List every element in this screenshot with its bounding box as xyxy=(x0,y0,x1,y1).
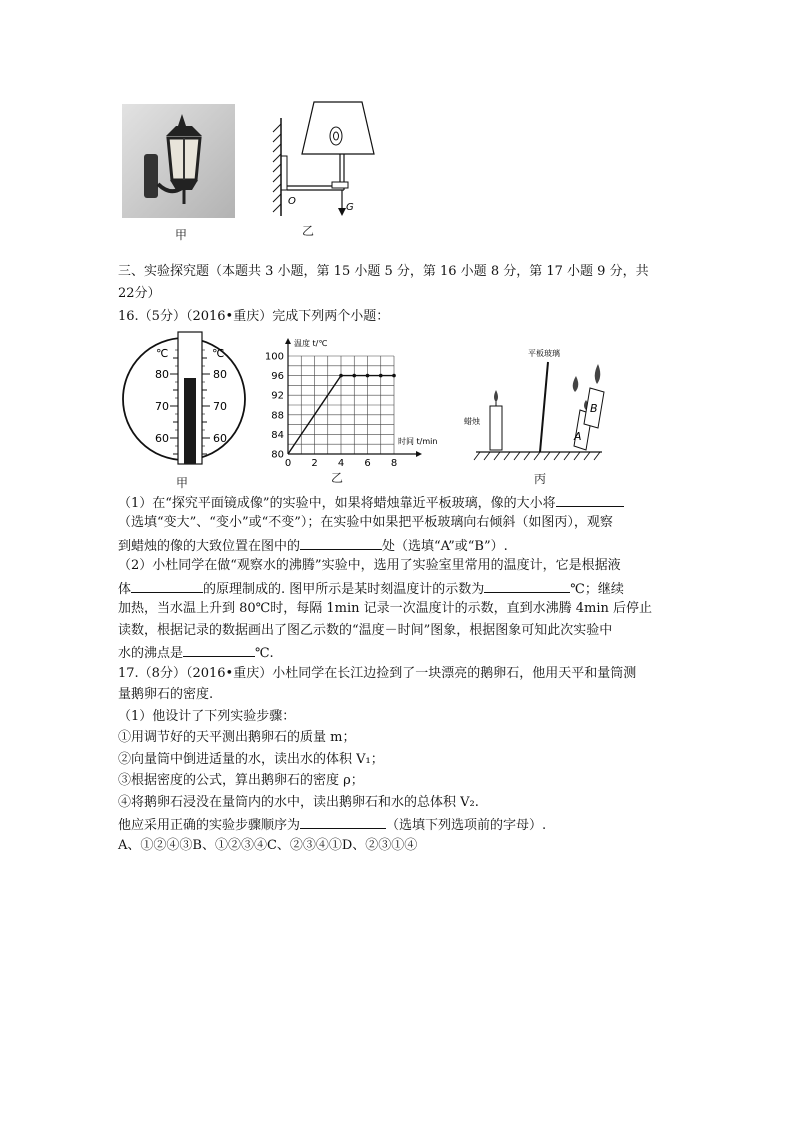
q16-p2-line2b: 的原理制成的. 图甲所示是某时刻温度计的示数为 xyxy=(203,582,485,597)
thermometer-figure xyxy=(120,330,250,472)
q17-blank-step-order[interactable] xyxy=(300,814,386,829)
q17-step1: ①用调节好的天平测出鹅卵石的质量 m； xyxy=(118,730,356,745)
data-point xyxy=(379,374,383,378)
q17-step4: ④将鹅卵石浸没在量筒内的水中，读出鹅卵石和水的总体积 V₂. xyxy=(118,795,479,810)
position-b-label: B xyxy=(590,402,598,415)
y-axis-arrow xyxy=(285,338,291,344)
y-tick-label: 84 xyxy=(271,429,284,441)
q16-p2-line4: 读数，根据记录的数据画出了图乙示数的“温度－时间”图象，根据图象可知此次实验中 xyxy=(118,623,613,638)
q17-order-a: 他应采用正确的实验步骤顺序为 xyxy=(118,818,301,833)
q16-p1-line2: （选填“变大”、“变小”或“不变”）；在实验中如果把平板玻璃向右倾斜（如图丙），观察 xyxy=(118,515,613,530)
data-point xyxy=(392,374,396,378)
q16-p2-line2c: ℃；继续 xyxy=(570,582,624,597)
weight-label: G xyxy=(346,202,354,213)
y-tick-label: 80 xyxy=(271,449,284,461)
q17-options: A、①②④③B、①②③④C、②③④①D、②③①④ xyxy=(118,838,418,853)
q16-p1-line1 xyxy=(118,492,624,514)
lamp-diagram-label: 乙 xyxy=(302,224,315,238)
data-point xyxy=(339,374,343,378)
q17-sub1: （1）他设计了下列实验步骤： xyxy=(118,709,296,724)
therm-unit-left: ℃ xyxy=(156,347,169,360)
position-a-label: A xyxy=(574,430,582,443)
q17-order-b: （选填下列选项前的字母）. xyxy=(386,818,547,833)
q16-p2-line2 xyxy=(118,578,624,600)
lamp-photo-label: 甲 xyxy=(175,228,188,242)
graph-label: 乙 xyxy=(331,471,344,485)
q16-p2-line5a: 水的沸点是 xyxy=(118,646,184,661)
therm-tick-60-right: 60 xyxy=(213,432,227,445)
data-point xyxy=(366,374,370,378)
q16-p2-line1: （2）小杜同学在做“观察水的沸腾”实验中，选用了实验室里常用的温度计，它是根据液 xyxy=(118,558,621,573)
pivot-label: O xyxy=(288,196,296,207)
temperature-time-graph xyxy=(262,336,438,469)
q17-order-line xyxy=(118,814,546,836)
therm-tick-70-left: 70 xyxy=(155,400,169,413)
data-point xyxy=(352,374,356,378)
x-axis-arrow xyxy=(416,451,422,457)
section-heading-line2: 22分） xyxy=(118,286,161,301)
section-heading-line1: 三、实验探究题（本题共 3 小题，第 15 小题 5 分，第 16 小题 8 分，第 17 小题 9 分，共 xyxy=(118,264,649,279)
q16-p2-line2a: 体 xyxy=(118,582,132,597)
x-tick-label: 6 xyxy=(364,458,371,469)
q17-step3: ③根据密度的公式，算出鹅卵石的密度 ρ； xyxy=(118,773,364,788)
therm-tick-80-right: 80 xyxy=(213,368,227,381)
candle-label: 蜡烛 xyxy=(464,417,480,426)
y-tick-label: 100 xyxy=(264,351,284,363)
q16-p1-line3 xyxy=(118,535,508,557)
q17-title-line2: 量鹅卵石的密度. xyxy=(118,687,214,702)
q16-p2-line3: 加热，当水温上升到 80℃时，每隔 1min 记录一次温度计的示数，直到水沸腾 4min 后停止 xyxy=(118,601,653,616)
x-tick-label: 2 xyxy=(311,458,318,469)
q17-title-line1: 17.（8分）（2016•重庆）小杜同学在长江边捡到了一块漂亮的鹅卵石，他用天平和量筒测 xyxy=(118,666,637,681)
y-axis-label: 温度 t/℃ xyxy=(294,339,328,348)
x-tick-label: 8 xyxy=(390,458,398,469)
therm-tick-80-left: 80 xyxy=(155,368,169,381)
q17-step2: ②向量筒中倒进适量的水，读出水的体积 V₁； xyxy=(118,752,384,767)
q16-p1-line1-text: （1）在“探究平面镜成像”的实验中，如果将蜡烛靠近平板玻璃，像的大小将 xyxy=(118,496,556,511)
q16-p2-line5 xyxy=(118,642,274,664)
mirror-figure-label: 丙 xyxy=(534,472,547,486)
thermometer-label: 甲 xyxy=(176,476,189,490)
y-tick-label: 92 xyxy=(271,390,284,402)
lamp-photo xyxy=(122,104,235,218)
q16-title: 16.（5分）（2016•重庆）完成下列两个小题： xyxy=(118,309,390,324)
q16-blank-thermometer-reading[interactable] xyxy=(484,578,570,593)
y-tick-label: 88 xyxy=(271,410,284,422)
q16-blank-boiling-point[interactable] xyxy=(183,642,255,657)
therm-tick-60-left: 60 xyxy=(155,432,169,445)
q16-p2-line5b: ℃. xyxy=(255,646,274,661)
glass-label: 平板玻璃 xyxy=(528,349,560,358)
q16-blank-image-position[interactable] xyxy=(300,535,382,550)
q16-blank-image-size[interactable] xyxy=(556,492,624,507)
therm-tick-70-right: 70 xyxy=(213,400,227,413)
x-tick-label: 0 xyxy=(284,458,292,469)
x-tick-label: 4 xyxy=(337,458,345,469)
lamp-diagram xyxy=(262,98,382,224)
plane-mirror-figure xyxy=(462,340,612,464)
q16-p1-line3b: 处（选填“A”或“B”）. xyxy=(382,539,508,554)
q16-p1-line3a: 到蜡烛的像的大致位置在图中的 xyxy=(118,539,301,554)
x-axis-label: 时间 t/min xyxy=(398,437,438,446)
therm-unit-right: ℃ xyxy=(212,347,225,360)
y-tick-label: 96 xyxy=(271,371,284,383)
q16-blank-liquid-principle[interactable] xyxy=(131,578,203,593)
